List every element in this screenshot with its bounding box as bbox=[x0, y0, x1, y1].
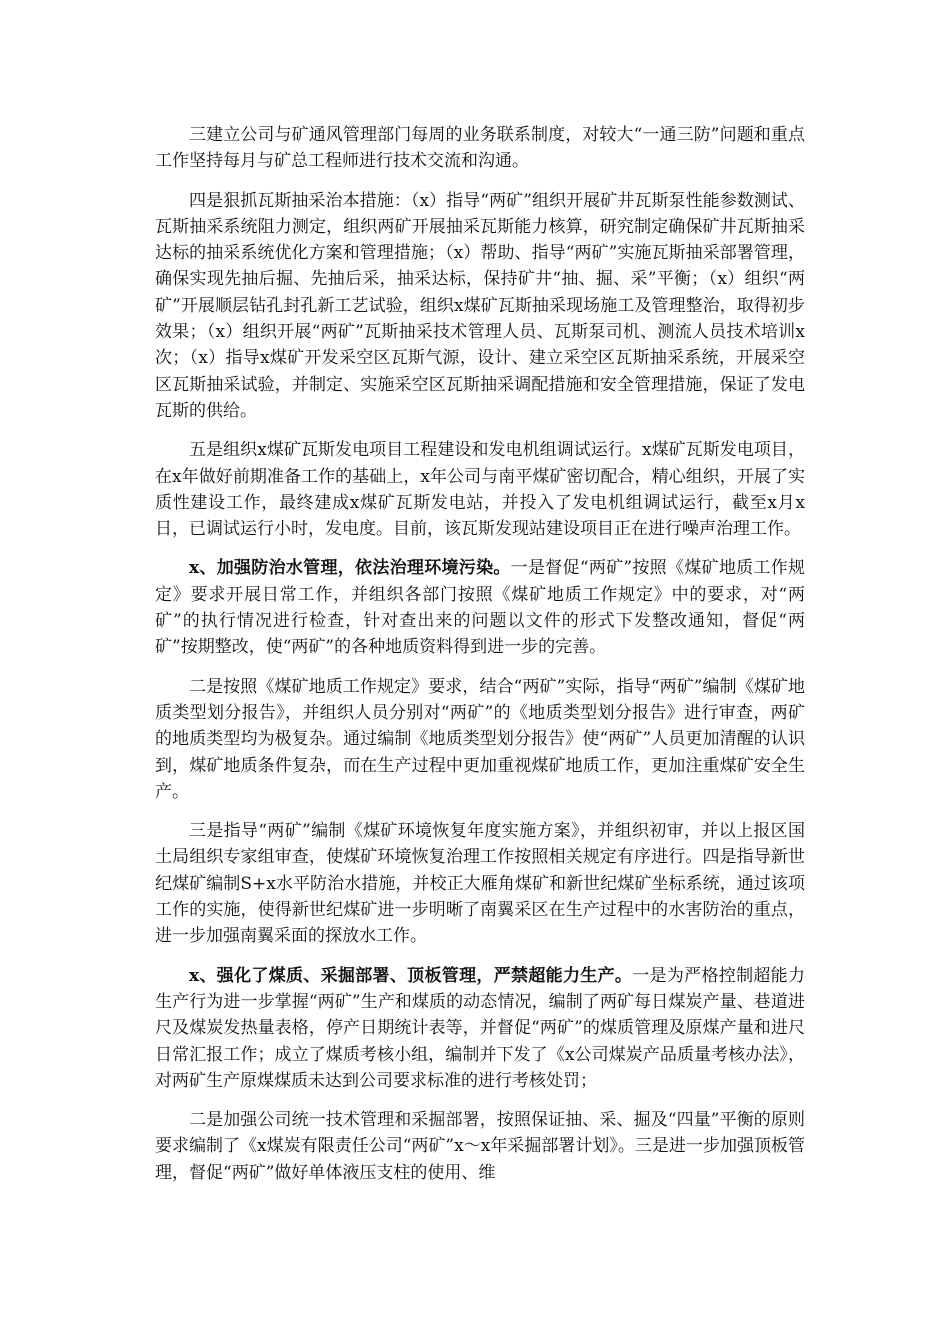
paragraph-text: 四是狠抓瓦斯抽采治本措施：（x）指导“两矿”组织开展矿井瓦斯泵性能参数测试、瓦斯抽采系统阻力测定，组织两矿开展抽采瓦斯能力核算，研究制定确保矿井瓦斯抽采达标的抽采系统优化方案和管理措施；（x）帮助、指导“两矿”实施瓦斯抽采部署管理，确保实现先抽后掘、先抽后采，抽采达标，保持矿井“抽、掘、采”平衡；（x）组织“两矿”开展顺层钻孔封孔新工艺试验，组织x煤矿瓦斯抽采现场施工及管理整治，取得初步效果；（x）组织开展“两矿”瓦斯抽采技术管理人员、瓦斯泵司机、测流人员技术培训x次；（x）指导x煤矿开发采空区瓦斯气源，设计、建立采空区瓦斯抽采系统，开展采空区瓦斯抽采试验，并制定、实施采空区瓦斯抽采调配措施和安全管理措施，保证了发电瓦斯的供给。 bbox=[155, 190, 805, 421]
section-heading: x、强化了煤质、采掘部署、顶板管理，严禁超能力生产。 bbox=[189, 965, 633, 986]
paragraph-4 bbox=[155, 555, 805, 660]
document-body bbox=[155, 122, 805, 1199]
paragraph-text: 二是加强公司统一技术管理和采掘部署，按照保证抽、采、掘及“四量”平衡的原则要求编制了《x煤炭有限责任公司“两矿”x～x年采掘部署计划》。三是进一步加强顶板管理，督促“两矿”做好单体液压支柱的使用、维 bbox=[155, 1110, 805, 1183]
paragraph-8 bbox=[155, 1107, 805, 1186]
paragraph-6 bbox=[155, 818, 805, 949]
paragraph-7 bbox=[155, 963, 805, 1094]
paragraph-text: 三建立公司与矿通风管理部门每周的业务联系制度，对较大“一通三防”问题和重点工作坚持每月与矿总工程师进行技术交流和沟通。 bbox=[155, 125, 805, 172]
paragraph-5 bbox=[155, 674, 805, 805]
paragraph-text: 二是按照《煤矿地质工作规定》要求，结合“两矿”实际，指导“两矿”编制《煤矿地质类型划分报告》，并组织人员分别对“两矿”的《地质类型划分报告》进行审查，两矿的地质类型均为极复杂。通过编制《地质类型划分报告》使“两矿”人员更加清醒的认识到，煤矿地质条件复杂，而在生产过程中更加重视煤矿地质工作，更加注重煤矿安全生产。 bbox=[155, 676, 805, 802]
paragraph-text: 一是为严格控制超能力生产行为进一步掌握“两矿”生产和煤质的动态情况，编制了两矿每日煤炭产量、巷道进尺及煤炭发热量表格，停产日期统计表等，并督促“两矿”的煤质管理及原煤产量和进尺日常汇报工作；成立了煤质考核小组，编制并下发了《x公司煤炭产品质量考核办法》，对两矿生产原煤煤质未达到公司要求标准的进行考核处罚； bbox=[155, 965, 805, 1091]
section-heading: x、加强防治水管理，依法治理环境污染。 bbox=[189, 558, 511, 579]
paragraph-text: 五是组织x煤矿瓦斯发电项目工程建设和发电机组调试运行。x煤矿瓦斯发电项目，在x年做好前期准备工作的基础上，x年公司与南平煤矿密切配合，精心组织，开展了实质性建设工作，最终建成x煤矿瓦斯发电站，并投入了发电机组调试运行，截至x月x日，已调试运行小时，发电度。目前，该瓦斯发现站建设项目正在进行噪声治理工作。 bbox=[155, 440, 805, 540]
paragraph-1 bbox=[155, 122, 805, 175]
paragraph-text: 三是指导“两矿”编制《煤矿环境恢复年度实施方案》，并组织初审，并以上报区国土局组织专家组审查，使煤矿环境恢复治理工作按照相关规定有序进行。四是指导新世纪煤矿编制S+x水平防治水措施，并校正大雁角煤矿和新世纪煤矿坐标系统，通过该项工作的实施，使得新世纪煤矿进一步明晰了南翼采区在生产过程中的水害防治的重点，进一步加强南翼采面的探放水工作。 bbox=[155, 821, 805, 947]
paragraph-text: 一是督促“两矿”按照《煤矿地质工作规定》要求开展日常工作，并组织各部门按照《煤矿地质工作规定》中的要求，对“两矿”的执行情况进行检查，针对查出来的问题以文件的形式下发整改通知，督促“两矿”按期整改，使“两矿”的各种地质资料得到进一步的完善。 bbox=[155, 558, 805, 658]
paragraph-2 bbox=[155, 188, 805, 425]
paragraph-3 bbox=[155, 437, 805, 542]
